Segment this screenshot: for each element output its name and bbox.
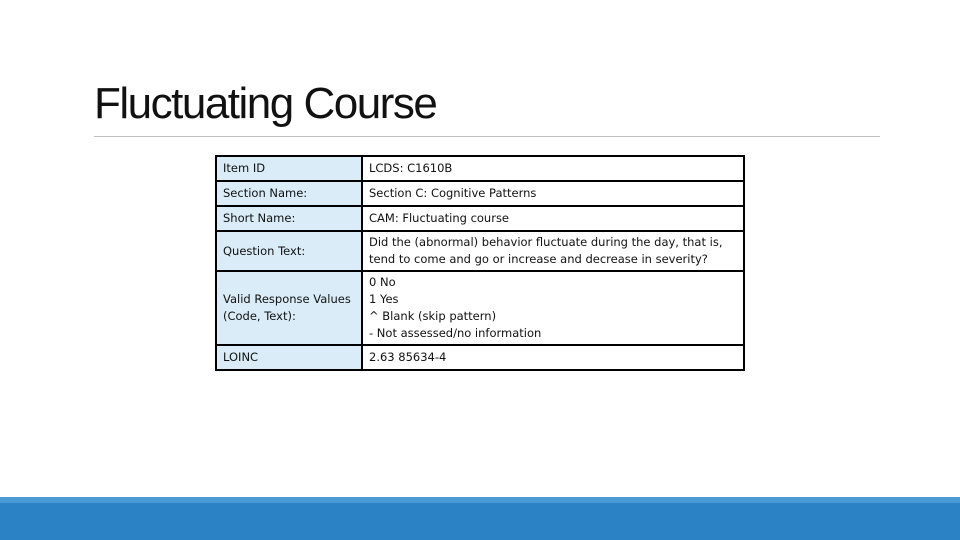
row-value xyxy=(362,271,744,345)
footer-accent-highlight xyxy=(0,497,960,503)
row-label: Short Name: xyxy=(216,206,362,231)
response-option: 1 Yes xyxy=(369,292,399,306)
row-value: LCDS: C1610B xyxy=(362,156,744,181)
label-line: Valid Response Values xyxy=(223,292,351,306)
row-label: Item ID xyxy=(216,156,362,181)
table-row-item-id xyxy=(216,156,744,181)
table-row-loinc xyxy=(216,345,744,370)
title-divider xyxy=(94,136,880,137)
question-line: tend to come and go or increase and decrease in severity? xyxy=(369,252,708,266)
row-value xyxy=(362,231,744,271)
table-row-valid-response-values xyxy=(216,271,744,345)
row-label xyxy=(216,271,362,345)
row-value: Section C: Cognitive Patterns xyxy=(362,181,744,206)
table-row-short-name xyxy=(216,206,744,231)
response-option: ^ Blank (skip pattern) xyxy=(369,309,497,323)
row-label: LOINC xyxy=(216,345,362,370)
label-line: (Code, Text): xyxy=(223,309,296,323)
row-label: Section Name: xyxy=(216,181,362,206)
table-row-section-name xyxy=(216,181,744,206)
response-option: - Not assessed/no information xyxy=(369,326,542,340)
slide-title: Fluctuating Course xyxy=(94,79,437,128)
row-label: Question Text: xyxy=(216,231,362,271)
row-value: 2.63 85634-4 xyxy=(362,345,744,370)
item-definition-table xyxy=(215,155,745,371)
row-value: CAM: Fluctuating course xyxy=(362,206,744,231)
question-line: Did the (abnormal) behavior fluctuate during the day, that is, xyxy=(369,235,723,249)
footer-accent-bar xyxy=(0,497,960,540)
response-option: 0 No xyxy=(369,275,396,289)
table-row-question-text xyxy=(216,231,744,271)
